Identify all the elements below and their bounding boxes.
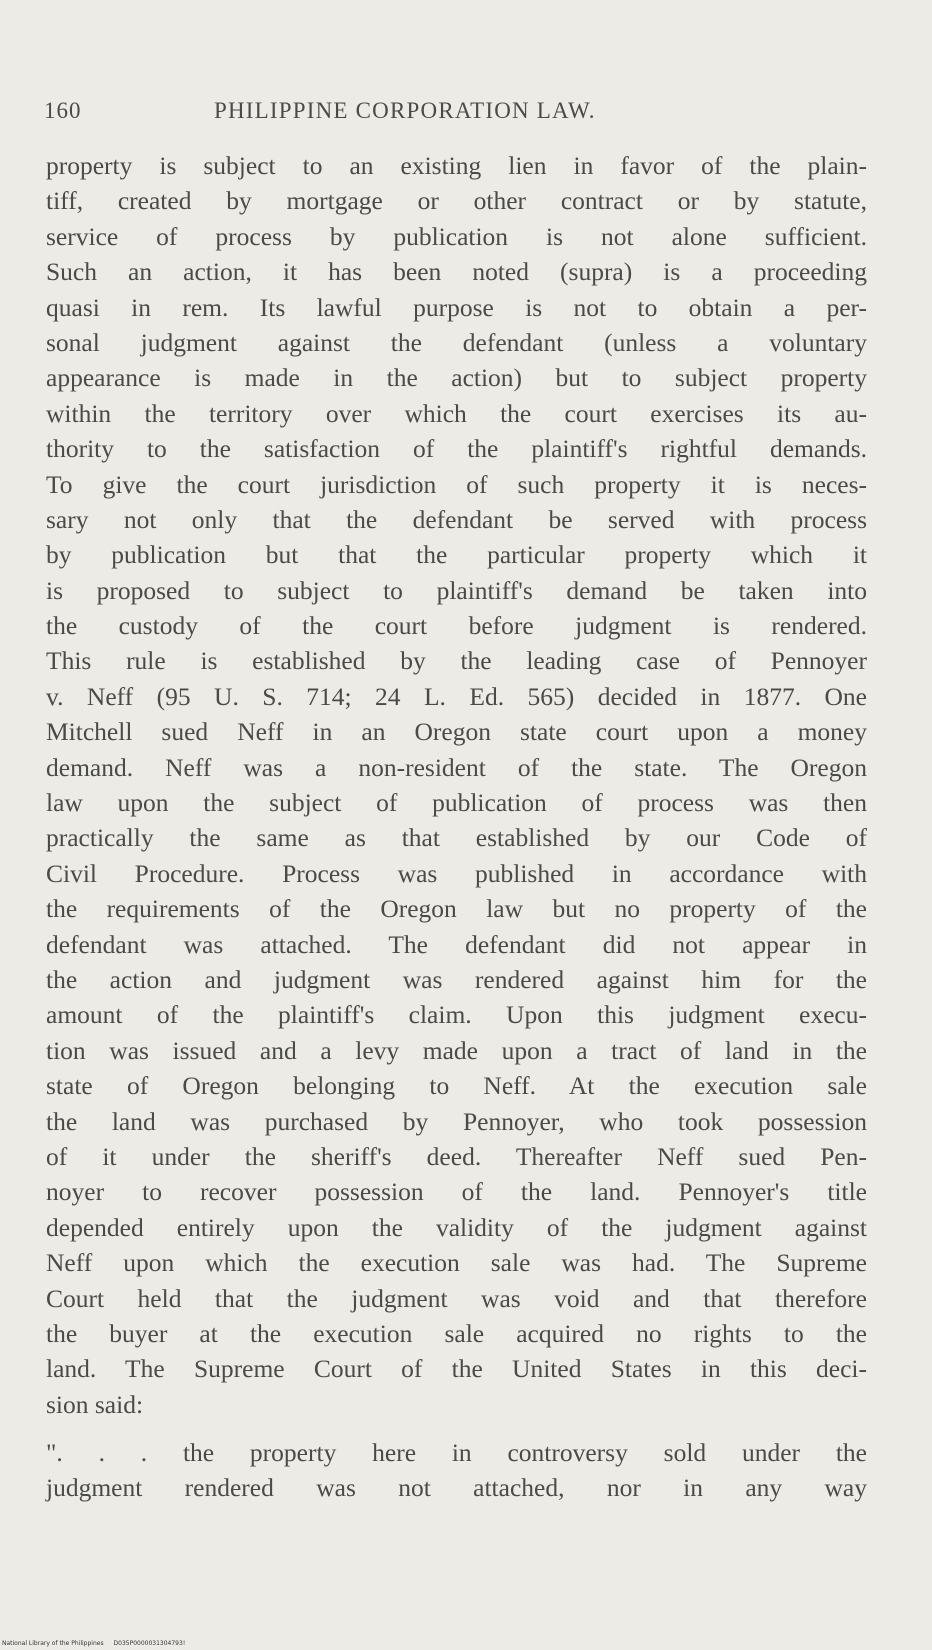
text-line: the requirements of the Oregon law but no property of the	[46, 894, 867, 924]
scan-footer	[2, 1640, 193, 1647]
text-line: depended entirely upon the validity of the judgment against	[46, 1212, 867, 1242]
text-line: noyer to recover possession of the land. Pennoyer's title	[46, 1177, 867, 1207]
text-line: is proposed to subject to plaintiff's demand be taken into	[46, 575, 867, 605]
body-text	[46, 148, 867, 1422]
text-line: Such an action, it has been noted (supra) is a proceeding	[46, 257, 867, 287]
text-line: amount of the plaintiff's claim. Upon this judgment execu-	[46, 1000, 867, 1030]
text-line: Mitchell sued Neff in an Oregon state court upon a money	[46, 717, 867, 747]
text-line: sion said:	[46, 1389, 144, 1419]
quote-line: ". . . the property here in controversy sold under the	[46, 1438, 867, 1467]
text-line: service of process by publication is not alone sufficient.	[46, 221, 867, 251]
text-line: v. Neff (95 U. S. 714; 24 L. Ed. 565) decided in 1877. One	[46, 681, 867, 711]
text-line: law upon the subject of publication of process was then	[46, 788, 867, 818]
text-line: state of Oregon belonging to Neff. At the execution sale	[46, 1071, 867, 1101]
block-quote	[46, 1438, 867, 1509]
quote-line: judgment rendered was not attached, nor in any way	[46, 1473, 867, 1503]
text-line: property is subject to an existing lien in favor of the plain-	[46, 151, 867, 180]
text-line: the action and judgment was rendered against him for the	[46, 964, 867, 994]
page-number: 160	[44, 98, 82, 123]
text-line: by publication but that the particular property which it	[46, 540, 867, 570]
text-line: practically the same as that established by our Code of	[46, 823, 867, 853]
text-line: the land was purchased by Pennoyer, who took possession	[46, 1106, 867, 1136]
record-id: D035P0000031304793!	[113, 1640, 186, 1647]
text-line: quasi in rem. Its lawful purpose is not to obtain a per-	[46, 292, 867, 322]
text-line: demand. Neff was a non-resident of the state. The Oregon	[46, 752, 867, 782]
text-line: Civil Procedure. Process was published in accordance with	[46, 858, 867, 888]
text-line: Neff upon which the execution sale was had. The Supreme	[46, 1248, 867, 1278]
text-line: sonal judgment against the defendant (unless a voluntary	[46, 327, 867, 357]
text-line: appearance is made in the action) but to subject property	[46, 363, 867, 393]
text-line: the custody of the court before judgment is rendered.	[46, 611, 867, 641]
text-line: This rule is established by the leading case of Pennoyer	[46, 646, 867, 676]
text-line: sary not only that the defendant be served with process	[46, 504, 867, 534]
text-line: thority to the satisfaction of the plaintiff's rightful demands.	[46, 434, 867, 464]
text-line: the buyer at the execution sale acquired no rights to the	[46, 1318, 867, 1348]
text-line: defendant was attached. The defendant did not appear in	[46, 929, 867, 959]
library-credit: National Library of the Philippines	[2, 1640, 104, 1647]
page-header	[44, 98, 874, 138]
text-line: within the territory over which the court exercises its au-	[46, 398, 867, 428]
text-line: To give the court jurisdiction of such property it is neces-	[46, 469, 867, 499]
text-line: tiff, created by mortgage or other contract or by statute,	[46, 186, 867, 216]
running-head: PHILIPPINE CORPORATION LAW.	[214, 98, 596, 123]
text-line: land. The Supreme Court of the United States in this deci-	[46, 1354, 867, 1384]
text-line: of it under the sheriff's deed. Thereafter Neff sued Pen-	[46, 1141, 867, 1171]
text-line: tion was issued and a levy made upon a tract of land in the	[46, 1035, 867, 1065]
text-line: Court held that the judgment was void and that therefore	[46, 1283, 867, 1313]
